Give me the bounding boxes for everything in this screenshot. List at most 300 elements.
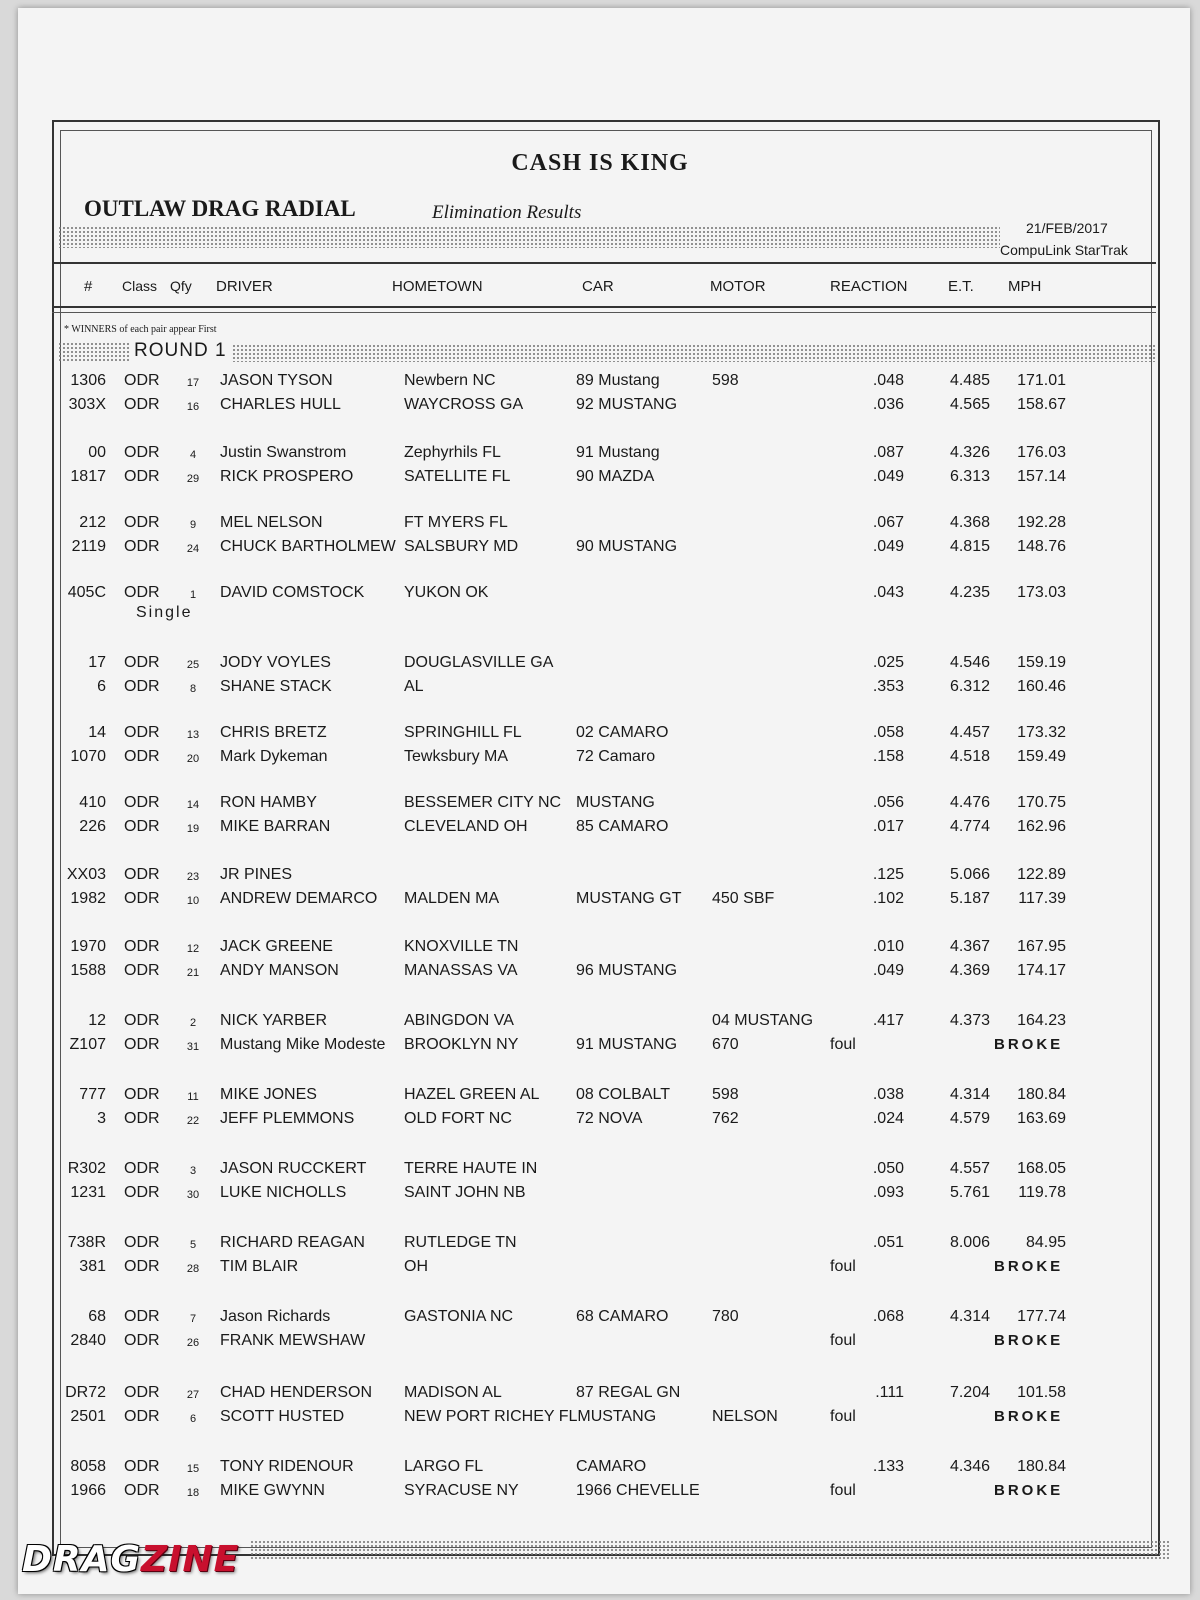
cell-cls: ODR: [124, 724, 160, 741]
cell-car: 08 COLBALT: [576, 1086, 670, 1103]
cell-driver: SCOTT HUSTED: [220, 1408, 345, 1425]
single-label: Single: [136, 604, 193, 621]
cell-driver: NICK YARBER: [220, 1012, 327, 1029]
cell-react: .417: [872, 1012, 904, 1029]
cell-cls: ODR: [124, 396, 160, 413]
cell-qfy: 16: [186, 401, 200, 413]
cell-driver: Justin Swanstrom: [220, 444, 347, 461]
cell-car: CAMARO: [576, 1458, 647, 1475]
cell-qfy: 12: [186, 943, 200, 955]
winners-note: * WINNERS of each pair appear First: [64, 324, 217, 335]
cell-broke: BROKE: [994, 1332, 1064, 1349]
cell-broke: BROKE: [994, 1258, 1064, 1275]
cell-num: 1982: [70, 890, 106, 907]
cell-mph: 173.03: [1017, 584, 1066, 601]
cell-et: 5.187: [949, 890, 990, 907]
cell-react: .058: [872, 724, 904, 741]
table-row: [0, 538, 1200, 562]
cell-cls: ODR: [124, 538, 160, 555]
cell-motor: 762: [712, 1110, 739, 1127]
cell-driver: MEL NELSON: [220, 514, 323, 531]
cell-num: 777: [79, 1086, 106, 1103]
table-row: [0, 1482, 1200, 1506]
table-row: [0, 396, 1200, 420]
table-row: [0, 1308, 1200, 1332]
cell-qfy: 8: [189, 683, 197, 695]
cell-et: 4.369: [949, 962, 990, 979]
cell-cls: ODR: [124, 1012, 160, 1029]
cell-num: 1817: [70, 468, 106, 485]
cell-mph: 84.95: [1025, 1234, 1066, 1251]
cell-mph: 176.03: [1017, 444, 1066, 461]
cell-qfy: 6: [189, 1413, 197, 1425]
table-row: [0, 1160, 1200, 1184]
cell-et: 7.204: [949, 1384, 990, 1401]
cell-qfy: 13: [186, 729, 200, 741]
cell-react: .010: [872, 938, 904, 955]
cell-driver: SHANE STACK: [220, 678, 332, 695]
cell-react: .024: [872, 1110, 904, 1127]
cell-react: .087: [872, 444, 904, 461]
cell-cls: ODR: [124, 1332, 160, 1349]
cell-home: AL: [404, 678, 424, 695]
cell-qfy: 23: [186, 871, 200, 883]
table-row: [0, 748, 1200, 772]
table-row: [0, 678, 1200, 702]
cell-qfy: 24: [186, 543, 200, 555]
cell-driver: JASON TYSON: [220, 372, 333, 389]
table-row: [0, 1408, 1200, 1432]
timing-system: CompuLink StarTrak: [1000, 242, 1128, 258]
cell-home: GASTONIA NC: [404, 1308, 514, 1325]
cell-react: .043: [872, 584, 904, 601]
cell-driver: CHAD HENDERSON: [220, 1384, 373, 1401]
table-row: [0, 1184, 1200, 1208]
cell-qfy: 2: [189, 1017, 197, 1029]
cell-et: 4.314: [949, 1308, 990, 1325]
cell-mph: 180.84: [1017, 1458, 1066, 1475]
cell-cls: ODR: [124, 1086, 160, 1103]
cell-num: 1970: [70, 938, 106, 955]
cell-qfy: 21: [186, 967, 200, 979]
cell-et: 4.476: [949, 794, 990, 811]
cell-et: 4.368: [949, 514, 990, 531]
cell-qfy: 10: [186, 895, 200, 907]
cell-react: .051: [872, 1234, 904, 1251]
cell-mph: 162.96: [1017, 818, 1066, 835]
cell-mph: 168.05: [1017, 1160, 1066, 1177]
cell-et: 6.312: [949, 678, 990, 695]
cell-et: 4.314: [949, 1086, 990, 1103]
cell-home: OLD FORT NC: [404, 1110, 512, 1127]
col-header-motor: MOTOR: [710, 278, 766, 295]
cell-motor: 780: [712, 1308, 739, 1325]
cell-et: 4.373: [949, 1012, 990, 1029]
cell-home: SPRINGHILL FL: [404, 724, 522, 741]
cell-home: TERRE HAUTE IN: [404, 1160, 538, 1177]
cell-et: 4.346: [949, 1458, 990, 1475]
col-header-et: E.T.: [948, 278, 974, 295]
cell-car: 02 CAMARO: [576, 724, 669, 741]
cell-home: KNOXVILLE TN: [404, 938, 519, 955]
cell-react: .049: [872, 962, 904, 979]
cell-qfy: 11: [187, 1091, 199, 1103]
col-header-mph: MPH: [1008, 278, 1042, 295]
cell-driver: ANDY MANSON: [220, 962, 339, 979]
cell-car: 96 MUSTANG: [576, 962, 678, 979]
cell-mph: 157.14: [1017, 468, 1066, 485]
table-row: [0, 1110, 1200, 1134]
table-row: [0, 1012, 1200, 1036]
cell-foul: foul: [830, 1482, 856, 1499]
cell-et: 8.006: [949, 1234, 990, 1251]
cell-cls: ODR: [124, 444, 160, 461]
cell-cls: ODR: [124, 818, 160, 835]
cell-driver: Jason Richards: [220, 1308, 331, 1325]
cell-react: .038: [872, 1086, 904, 1103]
cell-num: 1588: [70, 962, 106, 979]
cell-qfy: 31: [186, 1041, 200, 1053]
table-row: [0, 1332, 1200, 1356]
cell-react: .025: [872, 654, 904, 671]
cell-num: 410: [79, 794, 106, 811]
cell-et: 4.326: [949, 444, 990, 461]
cell-home: WAYCROSS GA: [404, 396, 524, 413]
cell-qfy: 18: [186, 1487, 200, 1499]
cell-mph: 171.01: [1017, 372, 1066, 389]
cell-driver: DAVID COMSTOCK: [220, 584, 365, 601]
cell-driver: LUKE NICHOLLS: [220, 1184, 347, 1201]
cell-cls: ODR: [124, 1384, 160, 1401]
cell-driver: Mustang Mike Modeste: [220, 1036, 386, 1053]
cell-qfy: 20: [186, 753, 200, 765]
cell-driver: Mark Dykeman: [220, 748, 328, 765]
cell-mph: 160.46: [1017, 678, 1066, 695]
cell-num: DR72: [65, 1384, 106, 1401]
cell-et: 4.457: [949, 724, 990, 741]
cell-num: 6: [97, 678, 106, 695]
cell-broke: BROKE: [994, 1036, 1064, 1053]
cell-mph: 119.78: [1018, 1184, 1066, 1201]
event-title: CASH IS KING: [511, 150, 689, 176]
table-row: [0, 1036, 1200, 1060]
cell-num: 8058: [70, 1458, 106, 1475]
cell-mph: 192.28: [1017, 514, 1066, 531]
cell-mph: 148.76: [1017, 538, 1066, 555]
cell-num: R302: [67, 1160, 106, 1177]
dragzine-logo: DRAGZINE: [22, 1539, 240, 1580]
cell-num: 381: [79, 1258, 106, 1275]
col-header-qfy: Qfy: [170, 278, 192, 294]
cell-mph: 163.69: [1017, 1110, 1066, 1127]
cell-qfy: 26: [186, 1337, 200, 1349]
cell-num: 14: [88, 724, 106, 741]
cell-car: 89 Mustang: [576, 372, 660, 389]
cell-home: ABINGDON VA: [404, 1012, 514, 1029]
cell-react: .102: [872, 890, 904, 907]
cell-driver: MIKE BARRAN: [220, 818, 331, 835]
col-header-reaction: REACTION: [830, 278, 908, 295]
cell-driver: RICHARD REAGAN: [220, 1234, 365, 1251]
cell-car: 85 CAMARO: [576, 818, 669, 835]
cell-driver: JEFF PLEMMONS: [220, 1110, 355, 1127]
cell-home: SALSBURY MD: [404, 538, 519, 555]
cell-driver: TONY RIDENOUR: [220, 1458, 354, 1475]
cell-mph: 159.49: [1017, 748, 1066, 765]
cell-foul: foul: [830, 1332, 856, 1349]
cell-home: RUTLEDGE TN: [404, 1234, 517, 1251]
cell-cls: ODR: [124, 962, 160, 979]
cell-cls: ODR: [124, 584, 160, 601]
cell-qfy: 3: [189, 1165, 197, 1177]
cell-num: 3: [97, 1110, 106, 1127]
cell-et: 4.518: [949, 748, 990, 765]
col-header-class: Class: [122, 278, 158, 294]
cell-home: HAZEL GREEN AL: [404, 1086, 540, 1103]
cell-car: 68 CAMARO: [576, 1308, 669, 1325]
cell-car: MUSTANG: [576, 794, 655, 811]
table-row: [0, 1234, 1200, 1258]
table-row: [0, 962, 1200, 986]
table-row: [0, 444, 1200, 468]
cell-num: 226: [79, 818, 106, 835]
cell-cls: ODR: [124, 890, 160, 907]
cell-cls: ODR: [124, 468, 160, 485]
cell-car: 72 NOVA: [576, 1110, 643, 1127]
cell-driver: CHRIS BRETZ: [220, 724, 327, 741]
cell-cls: ODR: [124, 514, 160, 531]
cell-et: 4.579: [949, 1110, 990, 1127]
cell-foul: foul: [830, 1408, 856, 1425]
cell-home: DOUGLASVILLE GA: [404, 654, 554, 671]
cell-et: 4.235: [949, 584, 990, 601]
cell-num: 1966: [70, 1482, 106, 1499]
cell-qfy: 15: [186, 1463, 200, 1475]
cell-qfy: 5: [189, 1239, 197, 1251]
cell-num: 00: [88, 444, 106, 461]
cell-home: BESSEMER CITY NC: [404, 794, 562, 811]
cell-mph: 101.58: [1017, 1384, 1066, 1401]
col-header-hometown: HOMETOWN: [392, 278, 483, 295]
cell-qfy: 14: [186, 799, 200, 811]
cell-et: 4.565: [949, 396, 990, 413]
cell-num: 2501: [70, 1408, 106, 1425]
cell-home: MALDEN MA: [404, 890, 500, 907]
cell-home: LARGO FL: [404, 1458, 484, 1475]
class-title: OUTLAW DRAG RADIAL: [84, 196, 356, 221]
cell-driver: JASON RUCCKERT: [220, 1160, 367, 1177]
cell-broke: BROKE: [994, 1482, 1064, 1499]
cell-driver: CHUCK BARTHOLMEW: [220, 538, 396, 555]
cell-qfy: 17: [186, 377, 200, 389]
cell-num: 17: [88, 654, 106, 671]
cell-mph: 180.84: [1017, 1086, 1066, 1103]
event-date: 21/FEB/2017: [1026, 220, 1108, 236]
cell-qfy: 27: [186, 1389, 200, 1401]
cell-cls: ODR: [124, 654, 160, 671]
cell-num: 1306: [70, 372, 106, 389]
cell-num: 303X: [68, 396, 106, 413]
cell-home: MANASSAS VA: [404, 962, 518, 979]
cell-cls: ODR: [124, 1458, 160, 1475]
cell-home: Newbern NC: [404, 372, 496, 389]
table-row: [0, 468, 1200, 492]
cell-cls: ODR: [124, 1110, 160, 1127]
cell-et: 4.367: [949, 938, 990, 955]
cell-mph: 159.19: [1017, 654, 1066, 671]
cell-motor: 450 SBF: [712, 890, 775, 907]
cell-motor: NELSON: [712, 1408, 778, 1425]
cell-num: 2840: [70, 1332, 106, 1349]
cell-qfy: 29: [186, 473, 200, 485]
cell-car: 92 MUSTANG: [576, 396, 678, 413]
cell-cls: ODR: [124, 1482, 160, 1499]
cell-home: MADISON AL: [404, 1384, 502, 1401]
cell-react: .050: [872, 1160, 904, 1177]
cell-home: SAINT JOHN NB: [404, 1184, 526, 1201]
cell-mph: 174.17: [1017, 962, 1066, 979]
cell-home: CLEVELAND OH: [404, 818, 528, 835]
col-header-driver: DRIVER: [216, 278, 273, 295]
table-row: [0, 1458, 1200, 1482]
cell-home: Zephyrhils FL: [404, 444, 501, 461]
table-row: [0, 1384, 1200, 1408]
cell-react: .093: [872, 1184, 904, 1201]
cell-driver: JACK GREENE: [220, 938, 333, 955]
cell-car: 91 Mustang: [576, 444, 660, 461]
cell-home: FT MYERS FL: [404, 514, 508, 531]
cell-mph: 177.74: [1017, 1308, 1066, 1325]
cell-react: .125: [872, 866, 904, 883]
cell-num: 68: [88, 1308, 106, 1325]
cell-car: 90 MUSTANG: [576, 538, 678, 555]
cell-motor: 04 MUSTANG: [712, 1012, 814, 1029]
cell-qfy: 30: [186, 1189, 200, 1201]
cell-home: SYRACUSE NY: [404, 1482, 519, 1499]
cell-react: .017: [872, 818, 904, 835]
table-row: [0, 794, 1200, 818]
cell-car: MUSTANG GT: [576, 890, 682, 907]
cell-home: BROOKLYN NY: [404, 1036, 519, 1053]
cell-cls: ODR: [124, 938, 160, 955]
cell-react: .133: [872, 1458, 904, 1475]
cell-qfy: 28: [186, 1263, 200, 1275]
cell-react: .353: [872, 678, 904, 695]
table-row: [0, 1086, 1200, 1110]
cell-cls: ODR: [124, 1234, 160, 1251]
cell-mph: 122.89: [1017, 866, 1066, 883]
round-label: ROUND 1: [134, 340, 227, 361]
table-row: [0, 514, 1200, 538]
cell-home: NEW PORT RICHEY FLMUSTANG: [404, 1408, 657, 1425]
col-header-num: #: [84, 278, 93, 295]
cell-driver: MIKE GWYNN: [220, 1482, 325, 1499]
cell-driver: JODY VOYLES: [220, 654, 331, 671]
cell-mph: 117.39: [1018, 890, 1066, 907]
table-row: [0, 724, 1200, 748]
cell-foul: foul: [830, 1258, 856, 1275]
cell-cls: ODR: [124, 794, 160, 811]
table-row: [0, 938, 1200, 962]
cell-driver: CHARLES HULL: [220, 396, 341, 413]
cell-et: 5.761: [949, 1184, 990, 1201]
cell-home: OH: [404, 1258, 428, 1275]
table-row: [0, 866, 1200, 890]
cell-et: 4.557: [949, 1160, 990, 1177]
cell-cls: ODR: [124, 1184, 160, 1201]
cell-cls: ODR: [124, 678, 160, 695]
cell-num: 405C: [67, 584, 106, 601]
cell-cls: ODR: [124, 1036, 160, 1053]
cell-num: 1070: [70, 748, 106, 765]
cell-mph: 158.67: [1017, 396, 1066, 413]
cell-qfy: 1: [189, 589, 197, 601]
table-row: [0, 818, 1200, 842]
cell-mph: 173.32: [1017, 724, 1066, 741]
cell-num: Z107: [69, 1036, 106, 1053]
cell-mph: 167.95: [1017, 938, 1066, 955]
cell-qfy: 25: [186, 659, 200, 671]
cell-home: Tewksbury MA: [404, 748, 509, 765]
cell-qfy: 4: [189, 449, 197, 461]
cell-motor: 598: [712, 372, 739, 389]
cell-et: 4.774: [949, 818, 990, 835]
cell-qfy: 7: [189, 1313, 197, 1325]
cell-react: .049: [872, 468, 904, 485]
cell-cls: ODR: [124, 1408, 160, 1425]
cell-broke: BROKE: [994, 1408, 1064, 1425]
cell-react: .111: [875, 1384, 904, 1401]
footer-dot-band: [250, 1540, 1170, 1560]
cell-cls: ODR: [124, 372, 160, 389]
results-subtitle: Elimination Results: [432, 202, 582, 223]
cell-cls: ODR: [124, 1258, 160, 1275]
cell-driver: TIM BLAIR: [220, 1258, 299, 1275]
cell-driver: FRANK MEWSHAW: [220, 1332, 366, 1349]
table-row: [0, 654, 1200, 678]
cell-mph: 170.75: [1017, 794, 1066, 811]
cell-qfy: 9: [189, 519, 197, 531]
cell-home: SATELLITE FL: [404, 468, 511, 485]
cell-car: 72 Camaro: [576, 748, 656, 765]
cell-react: .048: [872, 372, 904, 389]
cell-react: .068: [872, 1308, 904, 1325]
cell-motor: 598: [712, 1086, 739, 1103]
cell-driver: JR PINES: [220, 866, 293, 883]
cell-qfy: 22: [186, 1115, 200, 1127]
table-row: [0, 890, 1200, 914]
cell-et: 4.546: [949, 654, 990, 671]
cell-et: 6.313: [949, 468, 990, 485]
cell-driver: ANDREW DEMARCO: [220, 890, 378, 907]
cell-home: YUKON OK: [404, 584, 489, 601]
cell-car: 91 MUSTANG: [576, 1036, 678, 1053]
cell-react: .067: [872, 514, 904, 531]
cell-car: 1966 CHEVELLE: [576, 1482, 700, 1499]
cell-num: 1231: [70, 1184, 106, 1201]
table-row: [0, 1258, 1200, 1282]
cell-cls: ODR: [124, 1160, 160, 1177]
cell-react: .049: [872, 538, 904, 555]
cell-et: 5.066: [949, 866, 990, 883]
cell-driver: MIKE JONES: [220, 1086, 317, 1103]
cell-driver: RICK PROSPERO: [220, 468, 354, 485]
cell-react: .158: [872, 748, 904, 765]
cell-cls: ODR: [124, 1308, 160, 1325]
cell-react: .056: [872, 794, 904, 811]
cell-qfy: 19: [186, 823, 200, 835]
cell-mph: 164.23: [1017, 1012, 1066, 1029]
